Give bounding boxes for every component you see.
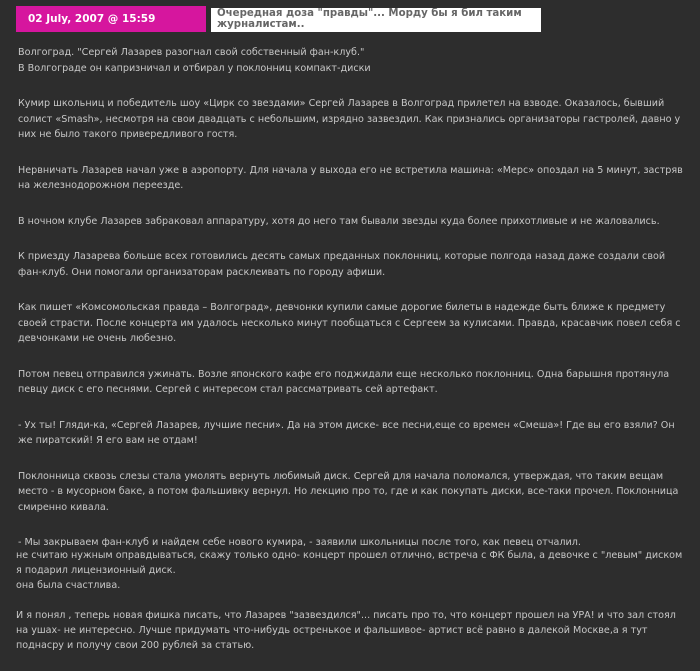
- post-paragraph: Как пишет «Комсомольская правда – Волгоград», девчонки купили самые дорогие билеты в надежде быть ближе к предмету своей страсти. После концерта им удалось несколько минут пообщаться с Сергеем за кулисами. Правда, красавчик повел себя с девчонками не очень любезно.: [18, 302, 681, 344]
- post-paragraph: Волгоград. "Сергей Лазарев разогнал свой собственный фан-клуб." В Волгограде он капризничал и отбирал у поклонниц компакт-диски: [18, 47, 371, 74]
- comment-paragraph: не считаю нужным оправдываться, скажу только одно- концерт прошел отлично, встреча с ФК была, а девочке с "левым" диском я подарил лицензионный диск. она была счастлива.: [16, 550, 683, 591]
- post-paragraph: К приезду Лазарева больше всех готовились десять самых преданных поклонниц, которые полгода назад даже создали свой фан-клуб. Они помогали организаторам расклеивать по городу афиши.: [18, 251, 666, 278]
- post-paragraph: Поклонница сквозь слезы стала умолять вернуть любимый диск. Сергей для начала поломался, утверждая, что таким вещам место - в мусорном баке, а потом фальшивку вернул. Но лекцию про то, где и как покупать диски, все-таки прочел. Поклонница смиренно кивала.: [18, 470, 679, 513]
- post-paragraph: Кумир школьниц и победитель шоу «Цирк со звездами» Сергей Лазарев в Волгоград прилетел на взводе. Оказалось, бывший солист «Smash», несмотря на свои двадцать с небольшим, изрядно зазвездил. Как признались организаторы гастролей, давно у них не было такого привередливого гостя.: [18, 98, 681, 140]
- post-paragraph: - Ух ты! Гляди-ка, «Сергей Лазарев, лучшие песни». Да на этом диске- все песни,еще со времен «Смеша»! Где вы его взяли? Он же пиратский! Я его вам не отдам!: [18, 419, 675, 446]
- post-header: [16, 6, 700, 32]
- post-paragraph: - Мы закрываем фан-клуб и найдем себе нового кумира, - заявили школьницы после того, как певец отчалил.: [18, 537, 581, 548]
- post-paragraph: Потом певец отправился ужинать. Возле японского кафе его поджидали еще несколько поклонниц. Одна барышня протянула певцу диск с его песнями. Сергей с интересом стал рассматривать сей артефакт.: [18, 368, 670, 395]
- post-date: 02 July, 2007 @ 15:59: [16, 6, 206, 32]
- comment-paragraph: И я понял , теперь новая фишка писать, что Лазарев "зазвездился"... писать про то, что концерт прошел на УРА! и что зал стоял на ушах- не интересно. Лучше придумать что-нибудь остренькое и фальшивое- артист всё равно в далекой Москве,а я тут поднасру и получу свои 200 рублей за статью.: [16, 610, 676, 651]
- author-comment: [16, 548, 688, 668]
- post-body: [18, 45, 688, 571]
- post-paragraph: В ночном клубе Лазарев забраковал аппаратуру, хотя до него там бывали звезды куда более прихотливые и не жаловались.: [18, 215, 660, 227]
- post-paragraph: Нервничать Лазарев начал уже в аэропорту. Для начала у выхода его не встретила машина: «Мерс» опоздал на 5 минут, застряв на железнодорожном переезде.: [18, 164, 683, 191]
- post-title: Очередная доза "правды"... Морду бы я бил таким журналистам..: [211, 8, 541, 32]
